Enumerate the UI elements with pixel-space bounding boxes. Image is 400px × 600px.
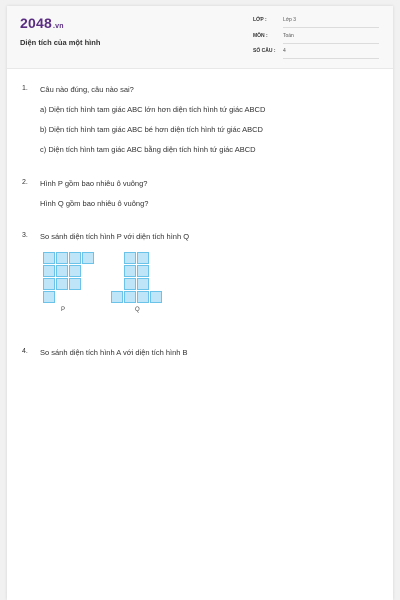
meta-count bbox=[253, 48, 379, 62]
meta-class bbox=[253, 17, 379, 31]
meta-subject bbox=[253, 33, 379, 47]
question-1-option-a: a) Diện tích hình tam giác ABC lớn hơn diện tích hình tứ giác ABCD bbox=[40, 105, 266, 114]
shape-q-cell bbox=[111, 291, 123, 303]
meta-class-value: Lớp 3 bbox=[283, 17, 379, 28]
shape-p-cell bbox=[43, 278, 55, 290]
shape-q-cell bbox=[124, 278, 136, 290]
shape-p-cell bbox=[43, 252, 55, 264]
shape-p-cell bbox=[82, 252, 94, 264]
meta-count-value: 4 bbox=[283, 48, 379, 59]
question-3-text: So sánh diện tích hình P với diện tích hình Q bbox=[40, 232, 190, 241]
question-2-number: 2. bbox=[22, 179, 28, 186]
shape-p-cell bbox=[56, 278, 68, 290]
shape-p-cell bbox=[56, 252, 68, 264]
shape-p-cell bbox=[69, 265, 81, 277]
question-1-number: 1. bbox=[22, 85, 28, 92]
shape-p-cell bbox=[43, 265, 55, 277]
shape-p-cell bbox=[56, 265, 68, 277]
shape-p-cell bbox=[69, 252, 81, 264]
shape-q-cell bbox=[124, 252, 136, 264]
meta-subject-label: MÔN : bbox=[253, 33, 268, 39]
question-4-text: So sánh diện tích hình A với diện tích hình B bbox=[40, 348, 188, 357]
question-1-text: Câu nào đúng, câu nào sai? bbox=[40, 85, 134, 94]
shape-q-cell bbox=[137, 278, 149, 290]
shape-p-cell bbox=[69, 278, 81, 290]
shape-q-cell bbox=[150, 291, 162, 303]
logo-text: 2048 bbox=[20, 15, 52, 31]
shape-q-cell bbox=[137, 265, 149, 277]
worksheet-header bbox=[7, 6, 393, 69]
worksheet bbox=[7, 6, 393, 600]
question-3-number: 3. bbox=[22, 232, 28, 239]
question-4-number: 4. bbox=[22, 348, 28, 355]
worksheet-title: Diện tích của một hình bbox=[20, 38, 101, 47]
shape-q-label: Q bbox=[135, 307, 140, 313]
shape-q-cell bbox=[124, 291, 136, 303]
meta-subject-value: Toán bbox=[283, 33, 379, 44]
meta-class-label: LỚP : bbox=[253, 17, 267, 23]
question-1-option-c: c) Diện tích hình tam giác ABC bằng diện tích hình tứ giác ABCD bbox=[40, 145, 256, 154]
logo-tld: .vn bbox=[52, 23, 64, 30]
site-logo[interactable] bbox=[20, 15, 64, 31]
question-2-subtext: Hình Q gồm bao nhiêu ô vuông? bbox=[40, 199, 149, 208]
shape-q-cell bbox=[124, 265, 136, 277]
question-1-option-b: b) Diện tích hình tam giác ABC bé hơn diện tích hình tứ giác ABCD bbox=[40, 125, 263, 134]
shape-p-label: P bbox=[61, 307, 66, 313]
shape-q-cell bbox=[137, 252, 149, 264]
meta-count-label: SỐ CÂU : bbox=[253, 48, 276, 54]
question-2-text: Hình P gồm bao nhiêu ô vuông? bbox=[40, 179, 148, 188]
shape-q-cell bbox=[137, 291, 149, 303]
shape-p-cell bbox=[43, 291, 55, 303]
